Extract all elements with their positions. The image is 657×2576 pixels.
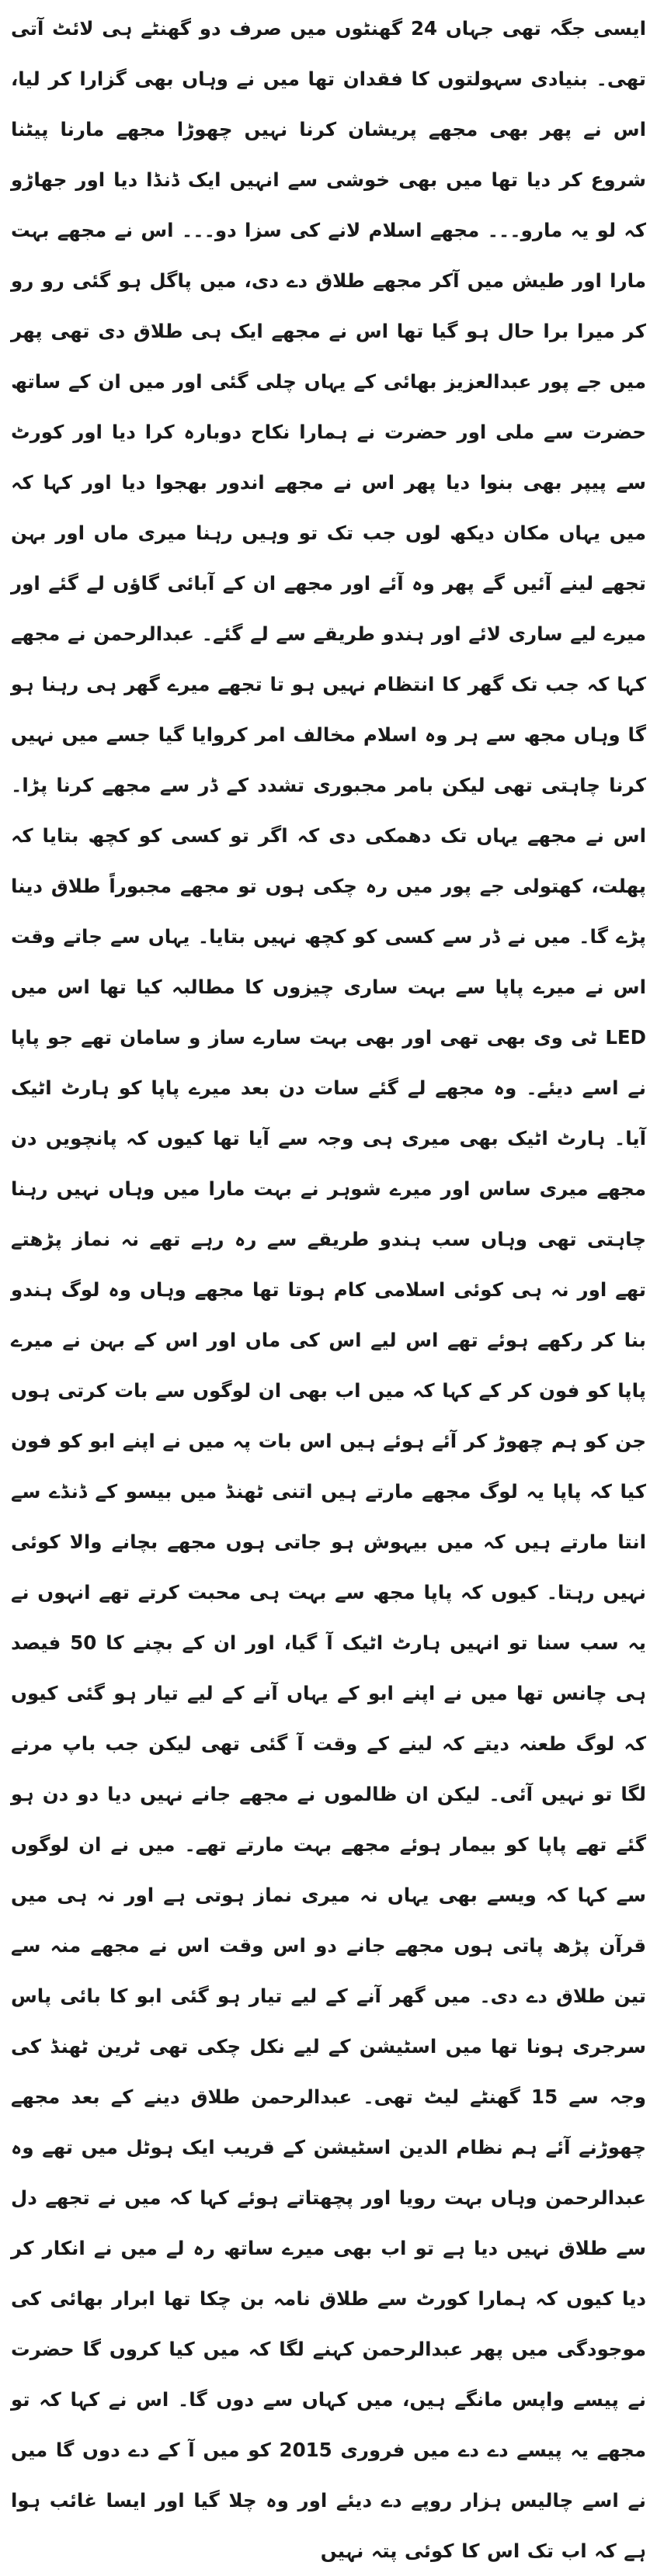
article-body-text: ایسی جگہ تھی جہاں 24 گھنٹوں میں صرف دو گھنٹے ہی لائٹ آتی تھی۔ بنیادی سہولتوں کا فقدان تھا میں نے وہاں بھی گزارا کر لیا، اس نے پھر بھی مجھے پریشان کرنا نہیں چھوڑا مجھے مارنا پیٹنا شروع کر دیا تھا میں بھی خوشی سے انہیں ایک ڈنڈا دیا اور جھاڑو کہ لو یہ مارو۔۔۔ مجھے اسلام لانے کی سزا دو۔۔۔ اس نے مجھے بہت مارا اور طیش میں آکر مجھے طلاق دے دی، میں پاگل ہو گئی رو رو کر میرا برا حال ہو گیا تھا اس نے مجھے ایک ہی طلاق دی تھی پھر میں جے پور عبدالعزیز بھائی کے یہاں چلی گئی اور میں ان کے ساتھ حضرت سے ملی اور حضرت نے ہمارا نکاح دوبارہ کرا دیا اور کورٹ سے پیپر بھی بنوا دیا پھر اس نے مجھے اندور بھجوا دیا اور کہا کہ میں یہاں مکان دیکھ لوں جب تک تو وہیں رہنا میری ماں اور بہن تجھے لینے آئیں گے پھر وہ آئے اور مجھے ان کے آبائی گاؤں لے گئے اور میرے لیے ساری لائے اور ہندو طریقے سے لے گئے۔ عبدالرحمن نے مجھے کہا کہ جب تک گھر کا انتظام نہیں ہو تا تجھے میرے گھر ہی رہنا ہو گا وہاں مجھ سے ہر وہ اسلام مخالف امر کروایا گیا جسے میں نہیں کرنا چاہتی تھی لیکن بامر مجبوری تشدد کے ڈر سے مجھے کرنا پڑا۔ اس نے مجھے یہاں تک دھمکی دی کہ اگر تو کسی کو کچھ بتایا کہ پھلت، کھتولی جے پور میں رہ چکی ہوں تو مجھے مجبوراً طلاق دینا پڑے گا۔ میں نے ڈر سے کسی کو کچھ نہیں بتایا۔ یہاں سے جاتے وقت اس نے میرے پاپا سے بہت ساری چیزوں کا مطالبہ کیا تھا اس میں LED ٹی وی بھی تھی اور بھی بہت سارے ساز و سامان تھے جو پاپا نے اسے دیئے۔ وہ مجھے لے گئے سات دن بعد میرے پاپا کو ہارٹ اٹیک آیا۔ ہارٹ اٹیک بھی میری ہی وجہ سے آیا تھا کیوں کہ پانچویں دن مجھے میری ساس اور میرے شوہر نے بہت مارا میں وہاں نہیں رہنا چاہتی تھی وہاں سب ہندو طریقے سے رہ رہے تھے نہ نماز پڑھتے تھے اور نہ ہی کوئی اسلامی کام ہوتا تھا مجھے وہاں وہ لوگ ہندو بنا کر رکھے ہوئے تھے اس لیے اس کی ماں اور اس کے بہن نے میرے پاپا کو فون کر کے کہا کہ میں اب بھی ان لوگوں سے بات کرتی ہوں جن کو ہم چھوڑ کر آئے ہوئے ہیں اس بات پہ میں نے اپنے ابو کو فون کیا کہ پاپا یہ لوگ مجھے مارتے ہیں اتنی ٹھنڈ میں بیسو کے ڈنڈے سے انتا مارتے ہیں کہ میں بیہوش ہو جاتی ہوں مجھے بچانے والا کوئی نہیں رہتا۔ کیوں کہ پاپا مجھ سے بہت ہی محبت کرتے تھے انہوں نے یہ سب سنا تو انہیں ہارٹ اٹیک آ گیا، اور ان کے بچنے کا 50 فیصد ہی چانس تھا میں نے اپنے ابو کے یہاں آنے کے لیے تیار ہو گئی کیوں کہ لوگ طعنہ دیتے کہ لینے کے وقت آ گئی تھی لیکن جب باپ مرنے لگا تو نہیں آئی۔ لیکن ان ظالموں نے مجھے جانے نہیں دیا دو دن ہو گئے تھے پاپا کو بیمار ہوئے مجھے بہت مارتے تھے۔ میں نے ان لوگوں سے کہا کہ ویسے بھی یہاں نہ میری نماز ہوتی ہے اور نہ ہی میں قرآن پڑھ پاتی ہوں مجھے جانے دو اس وقت اس نے مجھے منہ سے تین طلاق دے دی۔ میں گھر آنے کے لیے تیار ہو گئی ابو کا بائی پاس سرجری ہونا تھا میں اسٹیشن کے لیے نکل چکی تھی ٹرین ٹھنڈ کی وجہ سے 15 گھنٹے لیٹ تھی۔ عبدالرحمن طلاق دینے کے بعد مجھے چھوڑنے آئے ہم نظام الدین اسٹیشن کے قریب ایک ہوٹل میں تھے وہ عبدالرحمن وہاں بہت رویا اور پچھتاتے ہوئے کہا کہ میں نے تجھے دل سے طلاق نہیں دیا ہے تو اب بھی میرے ساتھ رہ لے میں نے انکار کر دیا کیوں کہ ہمارا کورٹ سے طلاق نامہ بن چکا تھا ابرار بھائی کی موجودگی میں پھر عبدالرحمن کہنے لگا کہ میں کیا کروں گا حضرت نے پیسے واپس مانگے ہیں، میں کہاں سے دوں گا۔ اس نے کہا کہ تو مجھے یہ پیسے دے دے میں فروری 2015 کو میں آ کے دے دوں گا میں نے اسے چالیس ہزار روپے دے دیئے اور وہ چلا گیا اور ایسا غائب ہوا ہے کہ اب تک اس کا کوئی پتہ نہیں [11, 17, 647, 2562]
